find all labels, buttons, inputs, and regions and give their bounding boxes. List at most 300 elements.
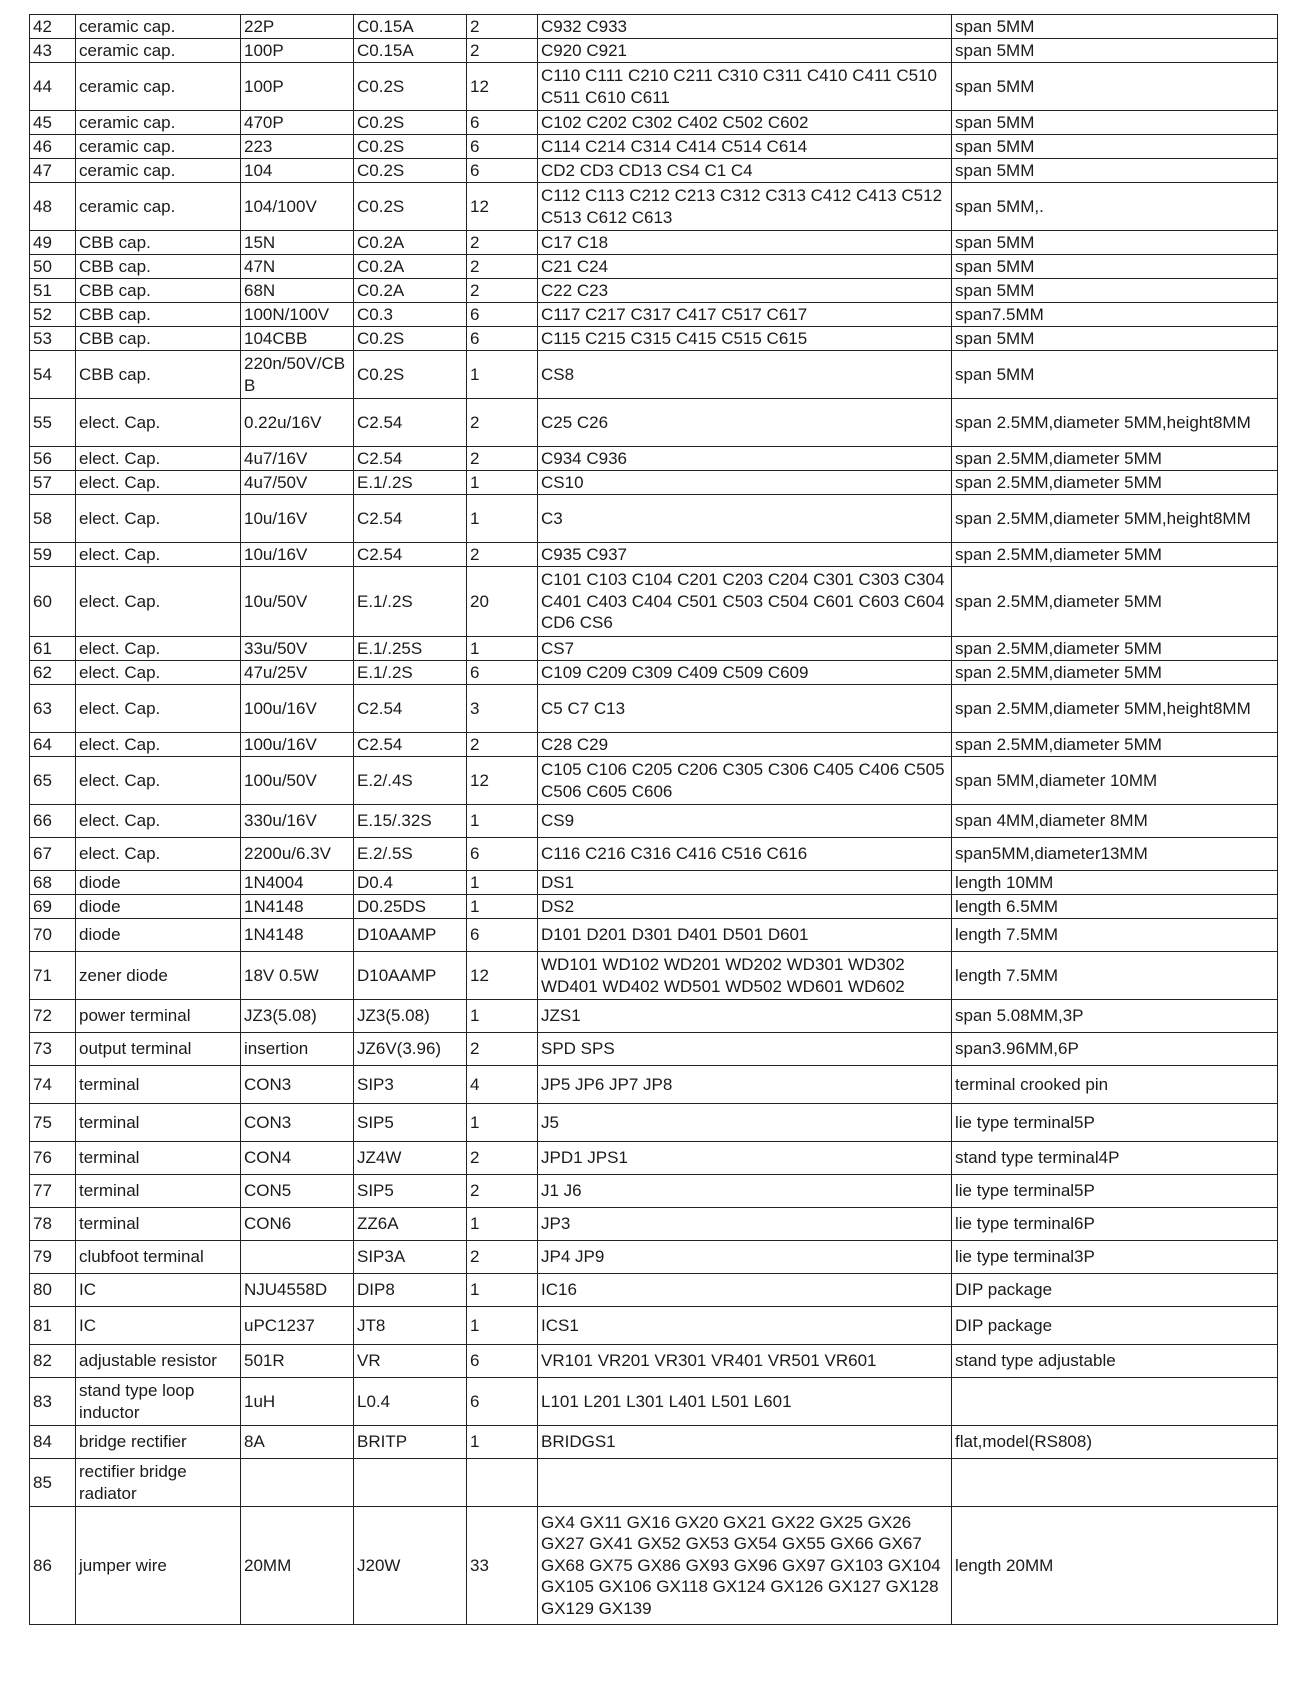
component-name-cell: CBB cap. (76, 255, 241, 279)
designators-cell: J5 (538, 1104, 952, 1142)
table-row (30, 952, 1278, 1000)
footprint-cell: D0.4 (354, 871, 467, 895)
row-number-cell: 56 (30, 447, 76, 471)
component-name-cell: bridge rectifier (76, 1426, 241, 1459)
footprint-cell: BRITP (354, 1426, 467, 1459)
footprint-cell: C0.15A (354, 15, 467, 39)
row-number-cell: 49 (30, 231, 76, 255)
value-cell: 68N (241, 279, 354, 303)
row-number-cell: 53 (30, 327, 76, 351)
component-name-cell: terminal (76, 1175, 241, 1208)
quantity-cell: 2 (467, 1175, 538, 1208)
remarks-cell: length 7.5MM (952, 952, 1278, 1000)
footprint-cell: C0.15A (354, 39, 467, 63)
row-number-cell: 73 (30, 1033, 76, 1066)
footprint-cell: C0.2A (354, 231, 467, 255)
row-number-cell: 78 (30, 1208, 76, 1241)
quantity-cell: 1 (467, 1426, 538, 1459)
row-number-cell: 67 (30, 838, 76, 871)
value-cell: 220n/50V/CBB (241, 351, 354, 399)
row-number-cell: 61 (30, 637, 76, 661)
value-cell: CON5 (241, 1175, 354, 1208)
row-number-cell: 54 (30, 351, 76, 399)
component-name-cell: elect. Cap. (76, 661, 241, 685)
table-row (30, 111, 1278, 135)
component-name-cell: elect. Cap. (76, 685, 241, 733)
quantity-cell: 20 (467, 567, 538, 637)
value-cell: NJU4558D (241, 1274, 354, 1307)
footprint-cell: VR (354, 1345, 467, 1378)
designators-cell: ICS1 (538, 1307, 952, 1345)
footprint-cell: E.2/.5S (354, 838, 467, 871)
table-row (30, 1426, 1278, 1459)
value-cell: 33u/50V (241, 637, 354, 661)
designators-cell: C935 C937 (538, 543, 952, 567)
quantity-cell: 6 (467, 303, 538, 327)
quantity-cell: 6 (467, 111, 538, 135)
footprint-cell: C2.54 (354, 685, 467, 733)
component-name-cell: terminal (76, 1142, 241, 1175)
quantity-cell: 2 (467, 1142, 538, 1175)
quantity-cell: 4 (467, 1066, 538, 1104)
remarks-cell: length 20MM (952, 1507, 1278, 1625)
remarks-cell: span 2.5MM,diameter 5MM,height8MM (952, 495, 1278, 543)
table-row (30, 1142, 1278, 1175)
designators-cell: SPD SPS (538, 1033, 952, 1066)
remarks-cell: span 5MM (952, 39, 1278, 63)
bom-table-body (30, 15, 1278, 1625)
remarks-cell: span 4MM,diameter 8MM (952, 805, 1278, 838)
table-row (30, 838, 1278, 871)
footprint-cell: DIP8 (354, 1274, 467, 1307)
table-row (30, 1104, 1278, 1142)
quantity-cell: 1 (467, 495, 538, 543)
quantity-cell: 1 (467, 1208, 538, 1241)
value-cell: 1N4004 (241, 871, 354, 895)
value-cell: 501R (241, 1345, 354, 1378)
footprint-cell: C0.2A (354, 255, 467, 279)
quantity-cell (467, 1459, 538, 1507)
quantity-cell: 2 (467, 1033, 538, 1066)
row-number-cell: 63 (30, 685, 76, 733)
value-cell: 10u/16V (241, 495, 354, 543)
value-cell (241, 1241, 354, 1274)
value-cell: 1uH (241, 1378, 354, 1426)
value-cell: 104 (241, 159, 354, 183)
footprint-cell: C0.2S (354, 111, 467, 135)
row-number-cell: 74 (30, 1066, 76, 1104)
remarks-cell: lie type terminal5P (952, 1104, 1278, 1142)
designators-cell: C21 C24 (538, 255, 952, 279)
component-name-cell: ceramic cap. (76, 111, 241, 135)
value-cell: CON6 (241, 1208, 354, 1241)
row-number-cell: 55 (30, 399, 76, 447)
row-number-cell: 84 (30, 1426, 76, 1459)
component-name-cell: elect. Cap. (76, 637, 241, 661)
value-cell: 1N4148 (241, 919, 354, 952)
component-name-cell: elect. Cap. (76, 805, 241, 838)
footprint-cell: C0.2S (354, 351, 467, 399)
table-row (30, 1241, 1278, 1274)
remarks-cell: span 5.08MM,3P (952, 1000, 1278, 1033)
remarks-cell: span 2.5MM,diameter 5MM,height8MM (952, 685, 1278, 733)
component-name-cell: diode (76, 871, 241, 895)
footprint-cell: E.1/.25S (354, 637, 467, 661)
remarks-cell: stand type adjustable (952, 1345, 1278, 1378)
component-name-cell: terminal (76, 1066, 241, 1104)
value-cell: 4u7/16V (241, 447, 354, 471)
row-number-cell: 64 (30, 733, 76, 757)
component-name-cell: stand type loop inductor (76, 1378, 241, 1426)
value-cell: 1N4148 (241, 895, 354, 919)
designators-cell: C932 C933 (538, 15, 952, 39)
quantity-cell: 6 (467, 159, 538, 183)
value-cell: 10u/16V (241, 543, 354, 567)
table-row (30, 15, 1278, 39)
quantity-cell: 2 (467, 399, 538, 447)
component-name-cell: adjustable resistor (76, 1345, 241, 1378)
remarks-cell: span7.5MM (952, 303, 1278, 327)
table-row (30, 1459, 1278, 1507)
remarks-cell: span 5MM,. (952, 183, 1278, 231)
component-name-cell: ceramic cap. (76, 39, 241, 63)
table-row (30, 231, 1278, 255)
row-number-cell: 71 (30, 952, 76, 1000)
component-name-cell: elect. Cap. (76, 543, 241, 567)
remarks-cell: span 2.5MM,diameter 5MM (952, 567, 1278, 637)
designators-cell: JZS1 (538, 1000, 952, 1033)
value-cell: 4u7/50V (241, 471, 354, 495)
remarks-cell: terminal crooked pin (952, 1066, 1278, 1104)
value-cell: 470P (241, 111, 354, 135)
table-row (30, 1307, 1278, 1345)
quantity-cell: 2 (467, 231, 538, 255)
quantity-cell: 2 (467, 543, 538, 567)
designators-cell: C5 C7 C13 (538, 685, 952, 733)
row-number-cell: 51 (30, 279, 76, 303)
component-name-cell: CBB cap. (76, 303, 241, 327)
designators-cell: C22 C23 (538, 279, 952, 303)
designators-cell: VR101 VR201 VR301 VR401 VR501 VR601 (538, 1345, 952, 1378)
footprint-cell: C2.54 (354, 495, 467, 543)
component-name-cell: IC (76, 1307, 241, 1345)
designators-cell: C25 C26 (538, 399, 952, 447)
row-number-cell: 66 (30, 805, 76, 838)
row-number-cell: 77 (30, 1175, 76, 1208)
quantity-cell: 1 (467, 1104, 538, 1142)
designators-cell: L101 L201 L301 L401 L501 L601 (538, 1378, 952, 1426)
table-row (30, 255, 1278, 279)
footprint-cell: E.1/.2S (354, 567, 467, 637)
row-number-cell: 80 (30, 1274, 76, 1307)
remarks-cell: flat,model(RS808) (952, 1426, 1278, 1459)
quantity-cell: 12 (467, 952, 538, 1000)
component-name-cell: elect. Cap. (76, 495, 241, 543)
table-row (30, 757, 1278, 805)
designators-cell: GX4 GX11 GX16 GX20 GX21 GX22 GX25 GX26 GX27 GX41 GX52 GX53 GX54 GX55 GX66 GX67 GX68 GX75 GX86 GX93 GX96 GX97 GX103 GX104 GX105 GX106 GX118 GX124 GX126 GX127 GX128 GX129 GX139 (538, 1507, 952, 1625)
footprint-cell: E.1/.2S (354, 661, 467, 685)
row-number-cell: 58 (30, 495, 76, 543)
component-name-cell: elect. Cap. (76, 838, 241, 871)
row-number-cell: 85 (30, 1459, 76, 1507)
designators-cell: JP5 JP6 JP7 JP8 (538, 1066, 952, 1104)
component-name-cell: terminal (76, 1104, 241, 1142)
footprint-cell: C2.54 (354, 733, 467, 757)
designators-cell: C920 C921 (538, 39, 952, 63)
designators-cell: CD2 CD3 CD13 CS4 C1 C4 (538, 159, 952, 183)
quantity-cell: 6 (467, 1378, 538, 1426)
designators-cell: D101 D201 D301 D401 D501 D601 (538, 919, 952, 952)
component-name-cell: ceramic cap. (76, 15, 241, 39)
quantity-cell: 1 (467, 471, 538, 495)
row-number-cell: 65 (30, 757, 76, 805)
quantity-cell: 1 (467, 1307, 538, 1345)
row-number-cell: 79 (30, 1241, 76, 1274)
row-number-cell: 76 (30, 1142, 76, 1175)
quantity-cell: 2 (467, 1241, 538, 1274)
remarks-cell: span 2.5MM,diameter 5MM,height8MM (952, 399, 1278, 447)
quantity-cell: 1 (467, 805, 538, 838)
remarks-cell: span3.96MM,6P (952, 1033, 1278, 1066)
designators-cell: JP3 (538, 1208, 952, 1241)
value-cell: CON4 (241, 1142, 354, 1175)
table-row (30, 303, 1278, 327)
designators-cell: WD101 WD102 WD201 WD202 WD301 WD302 WD401 WD402 WD501 WD502 WD601 WD602 (538, 952, 952, 1000)
footprint-cell: E.2/.4S (354, 757, 467, 805)
row-number-cell: 43 (30, 39, 76, 63)
component-name-cell: ceramic cap. (76, 183, 241, 231)
row-number-cell: 48 (30, 183, 76, 231)
footprint-cell: C2.54 (354, 447, 467, 471)
table-row (30, 399, 1278, 447)
remarks-cell: DIP package (952, 1307, 1278, 1345)
designators-cell: DS2 (538, 895, 952, 919)
value-cell: CON3 (241, 1066, 354, 1104)
component-name-cell: ceramic cap. (76, 63, 241, 111)
component-name-cell: diode (76, 895, 241, 919)
footprint-cell: D10AAMP (354, 952, 467, 1000)
row-number-cell: 69 (30, 895, 76, 919)
footprint-cell (354, 1459, 467, 1507)
table-row (30, 135, 1278, 159)
designators-cell: CS9 (538, 805, 952, 838)
table-row (30, 183, 1278, 231)
designators-cell: C112 C113 C212 C213 C312 C313 C412 C413 C512 C513 C612 C613 (538, 183, 952, 231)
remarks-cell: span 5MM (952, 279, 1278, 303)
component-name-cell: elect. Cap. (76, 757, 241, 805)
designators-cell: C934 C936 (538, 447, 952, 471)
footprint-cell: JZ6V(3.96) (354, 1033, 467, 1066)
value-cell: 104CBB (241, 327, 354, 351)
remarks-cell: lie type terminal6P (952, 1208, 1278, 1241)
remarks-cell (952, 1378, 1278, 1426)
component-name-cell: CBB cap. (76, 279, 241, 303)
designators-cell: IC16 (538, 1274, 952, 1307)
designators-cell: C102 C202 C302 C402 C502 C602 (538, 111, 952, 135)
component-name-cell: IC (76, 1274, 241, 1307)
value-cell (241, 1459, 354, 1507)
component-name-cell: CBB cap. (76, 351, 241, 399)
component-name-cell: elect. Cap. (76, 733, 241, 757)
table-row (30, 1345, 1278, 1378)
component-name-cell: elect. Cap. (76, 471, 241, 495)
designators-cell: JP4 JP9 (538, 1241, 952, 1274)
remarks-cell (952, 1459, 1278, 1507)
footprint-cell: C0.2S (354, 159, 467, 183)
component-name-cell: elect. Cap. (76, 399, 241, 447)
component-name-cell: elect. Cap. (76, 567, 241, 637)
quantity-cell: 2 (467, 447, 538, 471)
table-row (30, 63, 1278, 111)
footprint-cell: SIP3 (354, 1066, 467, 1104)
quantity-cell: 1 (467, 1274, 538, 1307)
quantity-cell: 1 (467, 351, 538, 399)
table-row (30, 351, 1278, 399)
footprint-cell: SIP5 (354, 1104, 467, 1142)
footprint-cell: C0.2S (354, 63, 467, 111)
quantity-cell: 2 (467, 255, 538, 279)
designators-cell: C114 C214 C314 C414 C514 C614 (538, 135, 952, 159)
component-name-cell: rectifier bridge radiator (76, 1459, 241, 1507)
row-number-cell: 86 (30, 1507, 76, 1625)
value-cell: uPC1237 (241, 1307, 354, 1345)
designators-cell: DS1 (538, 871, 952, 895)
table-row (30, 733, 1278, 757)
table-row (30, 805, 1278, 838)
row-number-cell: 44 (30, 63, 76, 111)
table-row (30, 495, 1278, 543)
designators-cell: C3 (538, 495, 952, 543)
quantity-cell: 12 (467, 757, 538, 805)
value-cell: 22P (241, 15, 354, 39)
designators-cell: C115 C215 C315 C415 C515 C615 (538, 327, 952, 351)
quantity-cell: 1 (467, 871, 538, 895)
remarks-cell: span 5MM (952, 159, 1278, 183)
quantity-cell: 6 (467, 919, 538, 952)
table-row (30, 543, 1278, 567)
footprint-cell: SIP3A (354, 1241, 467, 1274)
value-cell: 100P (241, 39, 354, 63)
designators-cell: BRIDGS1 (538, 1426, 952, 1459)
remarks-cell: length 7.5MM (952, 919, 1278, 952)
value-cell: 100u/16V (241, 733, 354, 757)
table-row (30, 871, 1278, 895)
quantity-cell: 2 (467, 733, 538, 757)
quantity-cell: 3 (467, 685, 538, 733)
row-number-cell: 81 (30, 1307, 76, 1345)
value-cell: 100u/50V (241, 757, 354, 805)
remarks-cell: span 5MM (952, 327, 1278, 351)
table-row (30, 1507, 1278, 1625)
component-name-cell: CBB cap. (76, 327, 241, 351)
row-number-cell: 68 (30, 871, 76, 895)
quantity-cell: 6 (467, 135, 538, 159)
designators-cell: CS10 (538, 471, 952, 495)
value-cell: 100N/100V (241, 303, 354, 327)
row-number-cell: 57 (30, 471, 76, 495)
quantity-cell: 6 (467, 1345, 538, 1378)
row-number-cell: 62 (30, 661, 76, 685)
row-number-cell: 46 (30, 135, 76, 159)
value-cell: 15N (241, 231, 354, 255)
remarks-cell: span 2.5MM,diameter 5MM (952, 447, 1278, 471)
remarks-cell: span 5MM (952, 351, 1278, 399)
component-name-cell: power terminal (76, 1000, 241, 1033)
remarks-cell: span 2.5MM,diameter 5MM (952, 661, 1278, 685)
footprint-cell: D10AAMP (354, 919, 467, 952)
value-cell: CON3 (241, 1104, 354, 1142)
footprint-cell: D0.25DS (354, 895, 467, 919)
table-row (30, 1208, 1278, 1241)
component-name-cell: elect. Cap. (76, 447, 241, 471)
value-cell: 330u/16V (241, 805, 354, 838)
table-row (30, 1378, 1278, 1426)
value-cell: 18V 0.5W (241, 952, 354, 1000)
table-row (30, 1033, 1278, 1066)
component-name-cell: CBB cap. (76, 231, 241, 255)
quantity-cell: 2 (467, 279, 538, 303)
quantity-cell: 2 (467, 15, 538, 39)
value-cell: 8A (241, 1426, 354, 1459)
value-cell: insertion (241, 1033, 354, 1066)
footprint-cell: SIP5 (354, 1175, 467, 1208)
footprint-cell: C0.2S (354, 327, 467, 351)
table-row (30, 447, 1278, 471)
footprint-cell: C2.54 (354, 543, 467, 567)
quantity-cell: 2 (467, 39, 538, 63)
component-name-cell: zener diode (76, 952, 241, 1000)
quantity-cell: 12 (467, 63, 538, 111)
designators-cell: C109 C209 C309 C409 C509 C609 (538, 661, 952, 685)
row-number-cell: 70 (30, 919, 76, 952)
footprint-cell: JZ3(5.08) (354, 1000, 467, 1033)
value-cell: 2200u/6.3V (241, 838, 354, 871)
table-row (30, 1274, 1278, 1307)
footprint-cell: ZZ6A (354, 1208, 467, 1241)
designators-cell: JPD1 JPS1 (538, 1142, 952, 1175)
row-number-cell: 75 (30, 1104, 76, 1142)
table-row (30, 1000, 1278, 1033)
table-row (30, 279, 1278, 303)
row-number-cell: 59 (30, 543, 76, 567)
quantity-cell: 6 (467, 327, 538, 351)
component-name-cell: diode (76, 919, 241, 952)
quantity-cell: 6 (467, 661, 538, 685)
value-cell: 100P (241, 63, 354, 111)
quantity-cell: 33 (467, 1507, 538, 1625)
footprint-cell: C0.2A (354, 279, 467, 303)
footprint-cell: E.1/.2S (354, 471, 467, 495)
table-row (30, 567, 1278, 637)
designators-cell (538, 1459, 952, 1507)
quantity-cell: 1 (467, 1000, 538, 1033)
quantity-cell: 6 (467, 838, 538, 871)
table-row (30, 471, 1278, 495)
table-row (30, 1066, 1278, 1104)
designators-cell: CS7 (538, 637, 952, 661)
table-row (30, 637, 1278, 661)
remarks-cell: length 10MM (952, 871, 1278, 895)
remarks-cell: lie type terminal5P (952, 1175, 1278, 1208)
footprint-cell: JT8 (354, 1307, 467, 1345)
designators-cell: C117 C217 C317 C417 C517 C617 (538, 303, 952, 327)
row-number-cell: 50 (30, 255, 76, 279)
value-cell: 104/100V (241, 183, 354, 231)
row-number-cell: 82 (30, 1345, 76, 1378)
footprint-cell: C0.2S (354, 135, 467, 159)
footprint-cell: JZ4W (354, 1142, 467, 1175)
remarks-cell: length 6.5MM (952, 895, 1278, 919)
